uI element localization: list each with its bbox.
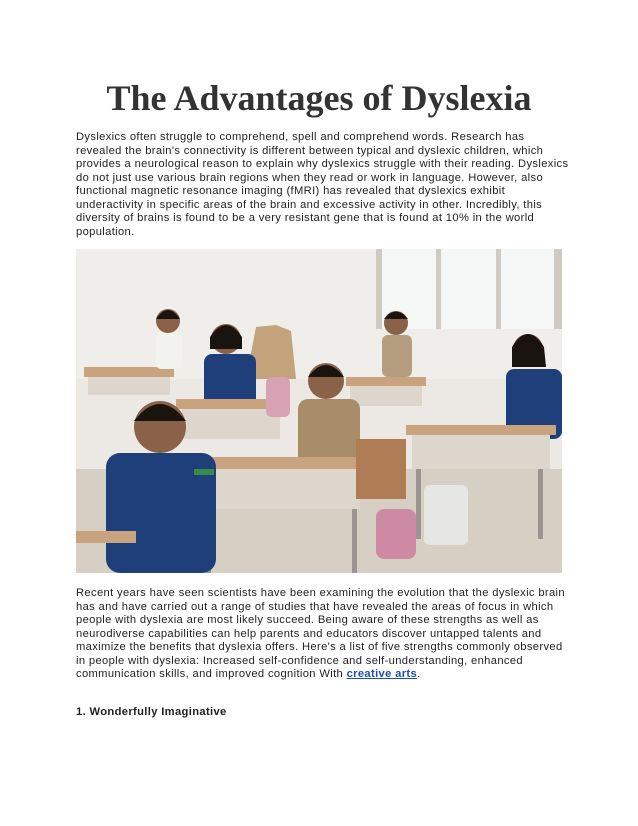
body-paragraph — [76, 587, 570, 682]
intro-paragraph: Dyslexics often struggle to comprehend, spell and comprehend words. Research has revealed the brain's connectivity is different between typical and dyslexic children, which provides a neurological reason to explain why dyslexics struggle with their reading. Dyslexics do not just use various brain regions when they read or work in language. However, also functional magnetic resonance imaging (fMRI) has revealed that dyslexics exhibit underactivity in specific areas of the brain and excessive activity in other. Incredibly, this diversity of brains is found to be a very resistant gene that is found at 10% in the world population. — [76, 131, 569, 238]
classroom-illustration — [76, 249, 562, 573]
classroom-photo — [76, 249, 562, 573]
body-text-end: . — [417, 668, 421, 680]
section-heading: 1. Wonderfully Imaginative — [76, 706, 227, 718]
article-title: The Advantages of Dyslexia — [106, 78, 532, 118]
body-text: Recent years have seen scientists have been examining the evolution that the dyslexic brain has and have carried out a range of studies that have revealed the areas of focus in which people with dyslexia are most likely succeed. Being aware of these strengths as well as neurodiverse capabilities can help parents and educators discover untapped talents and maximize the benefits that dyslexia offers. Here's a list of five strengths commonly observed in people with dyslexia: Increased self-confidence and self-understanding, enhanced communication skills, and improved cognition With — [76, 587, 565, 680]
creative-arts-link[interactable]: creative arts — [346, 668, 418, 680]
